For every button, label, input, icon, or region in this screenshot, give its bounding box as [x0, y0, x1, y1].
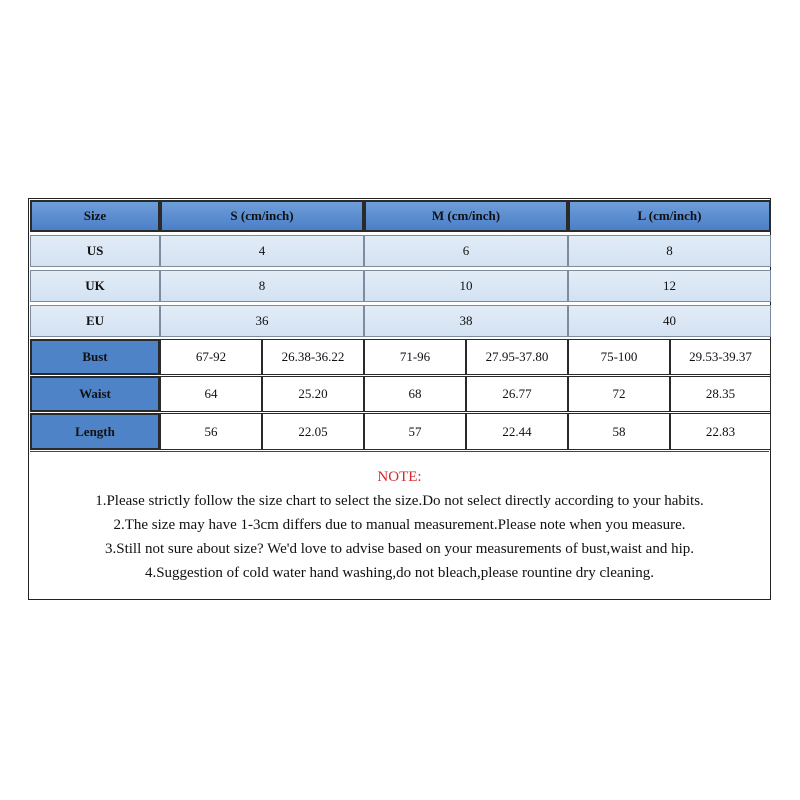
uk-s-cell: 8	[160, 270, 364, 302]
uk-m-cell: 10	[364, 270, 568, 302]
row-label-eu: EU	[30, 305, 160, 337]
length-m-cm-cell: 57	[364, 413, 466, 450]
length-m-inch-cell: 22.44	[466, 413, 568, 450]
row-label-waist: Waist	[30, 376, 160, 412]
header-col-s: S (cm/inch)	[160, 200, 364, 232]
row-label-uk: UK	[30, 270, 160, 302]
uk-l-cell: 12	[568, 270, 771, 302]
note-item-2: 2.The size may have 1-3cm differs due to manual measurement.Please note when you measure.	[113, 517, 686, 533]
length-s-cm-cell: 56	[160, 413, 262, 450]
bust-m-inch-cell: 27.95-37.80	[466, 339, 568, 375]
header-col-l: L (cm/inch)	[568, 200, 771, 232]
row-label-bust: Bust	[30, 339, 160, 375]
us-s-cell: 4	[160, 235, 364, 267]
waist-m-inch-cell: 26.77	[466, 376, 568, 412]
waist-l-cm-cell: 72	[568, 376, 670, 412]
bust-l-inch-cell: 29.53-39.37	[670, 339, 771, 375]
bust-l-cm-cell: 75-100	[568, 339, 670, 375]
length-l-inch-cell: 22.83	[670, 413, 771, 450]
row-label-us: US	[30, 235, 160, 267]
row-label-length: Length	[30, 413, 160, 450]
header-col-m: M (cm/inch)	[364, 200, 568, 232]
note-item-4: 4.Suggestion of cold water hand washing,do not bleach,please rountine dry cleaning.	[144, 565, 655, 581]
us-l-cell: 8	[568, 235, 771, 267]
length-l-cm-cell: 58	[568, 413, 670, 450]
bust-s-cm-cell: 67-92	[160, 339, 262, 375]
note-item-1: 1.Please strictly follow the size chart to select the size.Do not select directly according to your habits.	[95, 493, 704, 509]
eu-m-cell: 38	[364, 305, 568, 337]
waist-s-inch-cell: 25.20	[262, 376, 364, 412]
notes-divider	[30, 451, 769, 452]
eu-l-cell: 40	[568, 305, 771, 337]
eu-s-cell: 36	[160, 305, 364, 337]
notes-section	[29, 465, 770, 585]
header-size-cell: Size	[30, 200, 160, 232]
waist-m-cm-cell: 68	[364, 376, 466, 412]
length-s-inch-cell: 22.05	[262, 413, 364, 450]
note-item-3: 3.Still not sure about size? We'd love to advise based on your measurements of bust,waist and hip.	[104, 541, 695, 557]
waist-s-cm-cell: 64	[160, 376, 262, 412]
size-chart	[28, 198, 771, 600]
bust-m-cm-cell: 71-96	[364, 339, 466, 375]
notes-title: NOTE:	[377, 469, 422, 485]
bust-s-inch-cell: 26.38-36.22	[262, 339, 364, 375]
waist-l-inch-cell: 28.35	[670, 376, 771, 412]
us-m-cell: 6	[364, 235, 568, 267]
